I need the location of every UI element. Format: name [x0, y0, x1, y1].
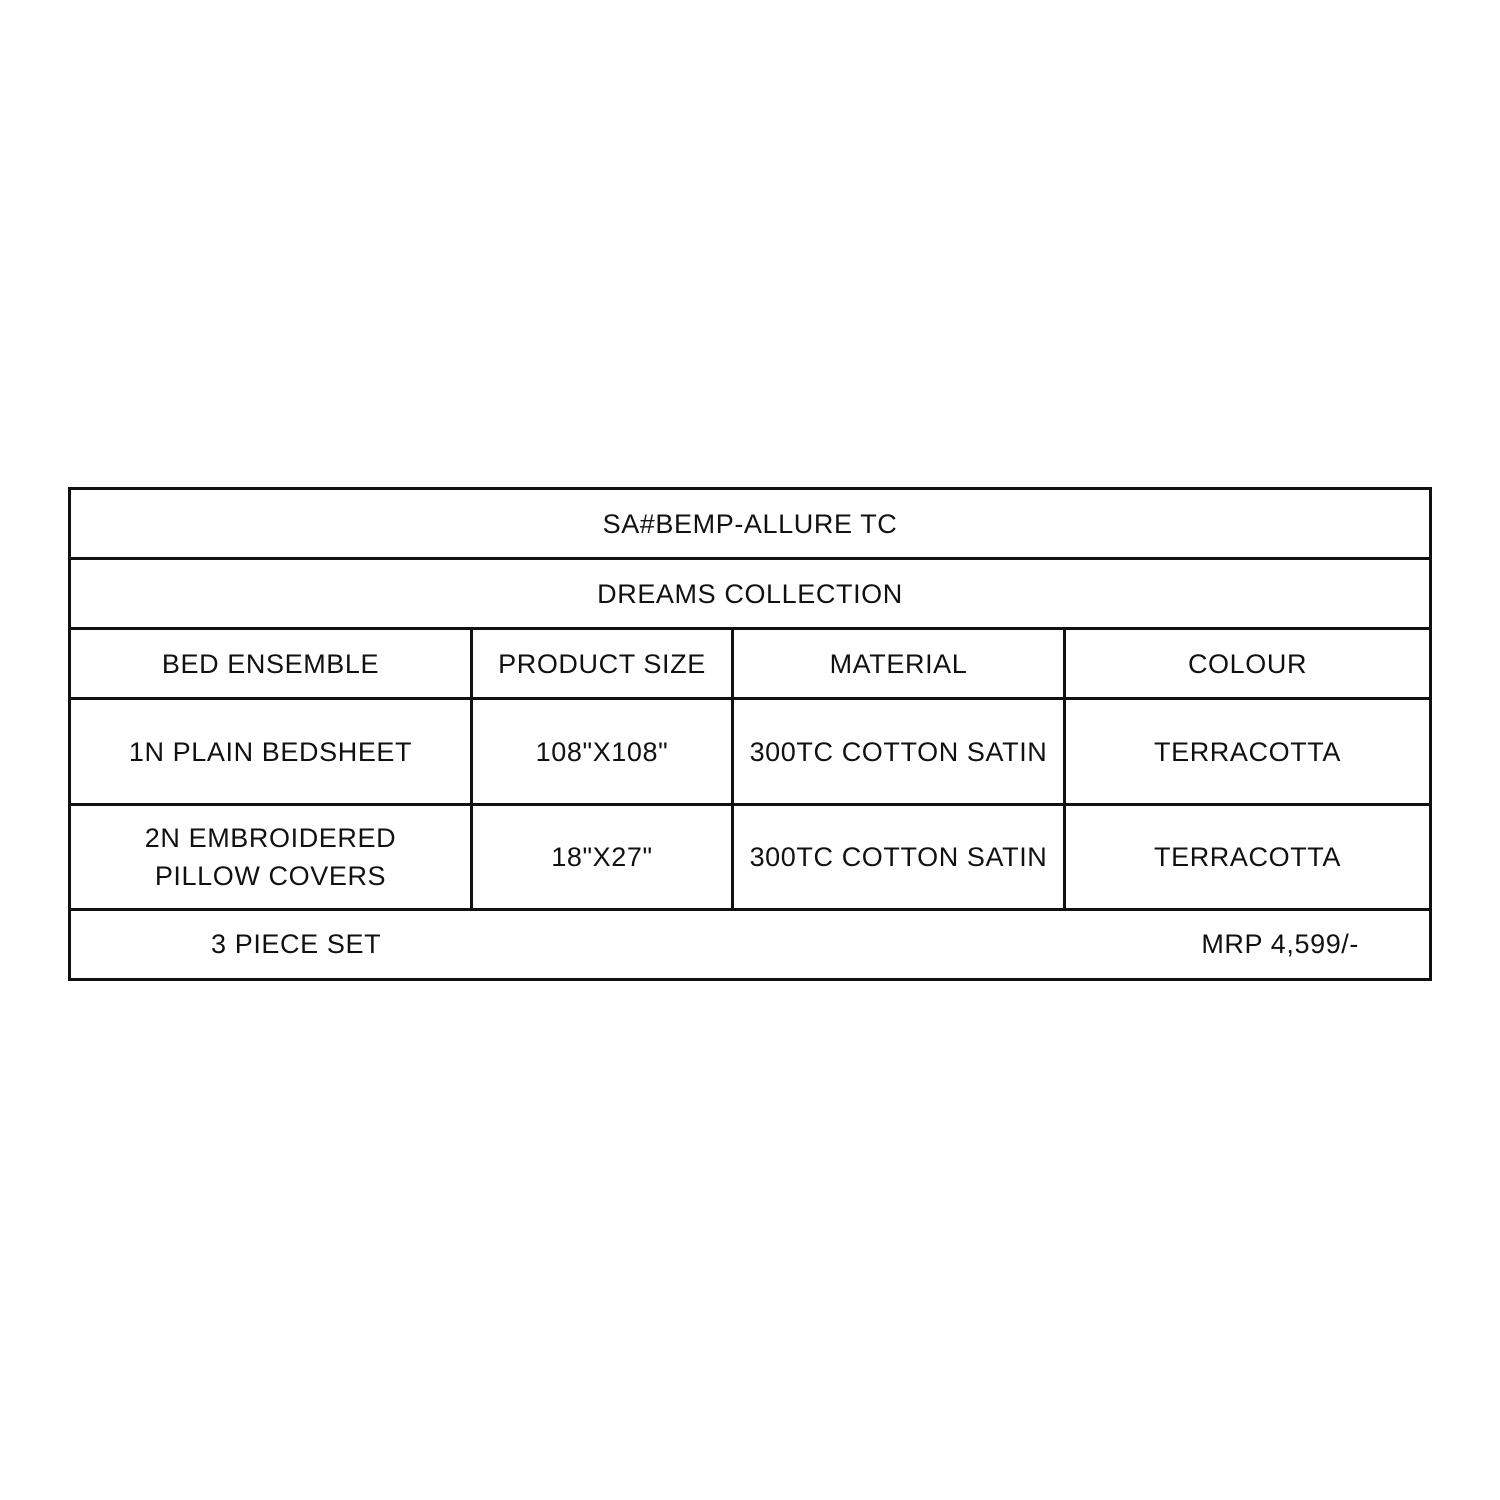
- item-name: 1N PLAIN BEDSHEET: [128, 736, 413, 767]
- table-row: [71, 697, 1429, 803]
- header-row: [71, 627, 1429, 697]
- title-row: [71, 490, 1429, 557]
- footer-row: [71, 908, 1429, 978]
- collection-row: [71, 557, 1429, 627]
- table-row: [71, 803, 1429, 908]
- item-size: 18"X27": [470, 806, 731, 908]
- price-label: MRP 4,599/-: [1201, 929, 1359, 959]
- item-name: 2N EMBROIDERED PILLOW COVERS: [144, 823, 397, 891]
- item-colour: TERRACOTTA: [1063, 806, 1429, 908]
- product-spec-table: [68, 487, 1432, 981]
- collection-name: DREAMS COLLECTION: [597, 578, 903, 609]
- set-label: 3 PIECE SET: [211, 929, 382, 959]
- item-size: 108"X108": [470, 700, 731, 803]
- item-material: 300TC COTTON SATIN: [731, 806, 1063, 908]
- header-bed-ensemble: BED ENSEMBLE: [161, 648, 380, 679]
- product-code: SA#BEMP-ALLURE TC: [602, 508, 898, 539]
- header-material: MATERIAL: [731, 630, 1063, 697]
- item-material: 300TC COTTON SATIN: [731, 700, 1063, 803]
- header-product-size: PRODUCT SIZE: [470, 630, 731, 697]
- item-colour: TERRACOTTA: [1063, 700, 1429, 803]
- header-colour: COLOUR: [1063, 630, 1429, 697]
